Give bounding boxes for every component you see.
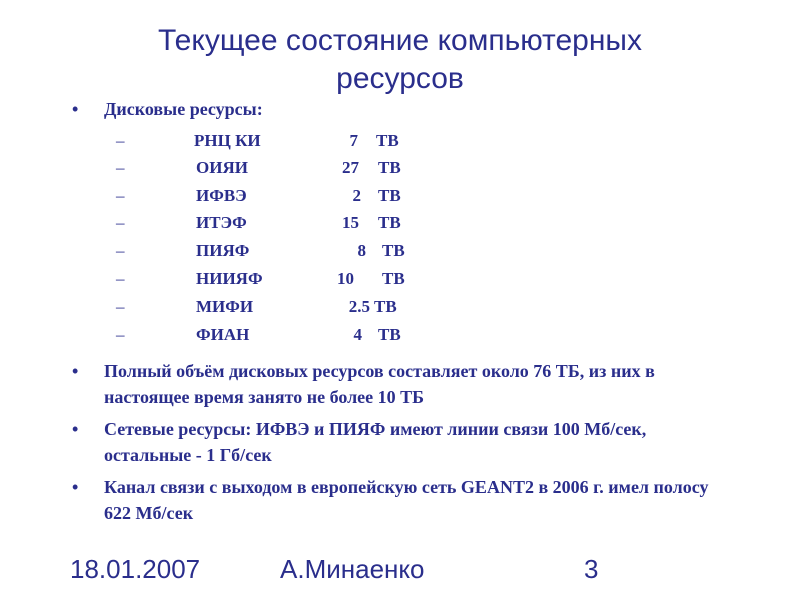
disk-unit: TB	[378, 325, 401, 344]
institute-name: ИТЭФ	[196, 213, 247, 232]
dash-marker: –	[116, 186, 125, 205]
disk-unit: TB	[378, 186, 401, 205]
dash-marker: –	[116, 241, 125, 260]
dash-marker: –	[116, 158, 125, 177]
slide-title-line2: ресурсов	[336, 62, 464, 95]
total-volume-text: • Полный объём дисковых ресурсов составляет около 76 ТБ, из них в настоящее время занято не более 10 ТБ	[104, 361, 655, 407]
disk-unit: TB	[378, 213, 401, 232]
disk-row	[116, 322, 516, 348]
total-volume-bullet	[76, 358, 736, 410]
dash-marker: –	[116, 269, 125, 288]
network-text: • Сетевые ресурсы: ИФВЭ и ПИЯФ имеют линии связи 100 Мб/сек, остальные - 1 Гб/сек	[104, 419, 647, 465]
disk-value: 27	[342, 158, 359, 177]
disk-value: 10	[337, 269, 354, 288]
footer-date: 18.01.2007	[70, 554, 201, 584]
disk-value: 2	[352, 186, 361, 205]
disk-unit: TB	[374, 297, 397, 316]
institute-name: ОИЯИ	[196, 158, 248, 177]
disk-unit: TB	[376, 131, 399, 150]
disk-value: 2.5	[348, 297, 370, 316]
disk-row	[116, 155, 516, 181]
institute-name: МИФИ	[196, 297, 254, 316]
disk-unit: TB	[382, 241, 405, 260]
slide-title-line1: Текущее состояние компьютерных	[158, 24, 642, 57]
disk-unit: TB	[378, 158, 401, 177]
dash-marker: –	[116, 297, 125, 316]
disk-row	[116, 210, 516, 236]
channel-bullet	[76, 474, 736, 526]
disk-resources-bullet	[76, 96, 736, 122]
institute-name: ФИАН	[196, 325, 250, 344]
disk-unit: TB	[382, 269, 405, 288]
institute-name: НИИЯФ	[196, 269, 263, 288]
disk-row	[116, 183, 516, 209]
network-bullet	[76, 416, 736, 468]
channel-text: • Канал связи с выходом в европейскую сеть GEANT2 в 2006 г. имел полосу 622 Мб/сек	[104, 477, 709, 523]
disk-resources-heading: • Дисковые ресурсы:	[104, 99, 263, 119]
institute-name: ПИЯФ	[196, 241, 250, 260]
disk-value: 7	[349, 131, 358, 150]
dash-marker: –	[116, 213, 125, 232]
dash-marker: –	[116, 131, 125, 150]
disk-row	[116, 238, 516, 264]
footer-author: А.Минаенко	[280, 554, 425, 584]
disk-row	[116, 128, 516, 154]
disk-value: 15	[342, 213, 359, 232]
dash-marker: –	[116, 325, 125, 344]
institute-name: ИФВЭ	[196, 186, 247, 205]
disk-row	[116, 266, 516, 292]
disk-row	[116, 294, 516, 320]
disk-value: 8	[357, 241, 366, 260]
footer-page-number: 3	[584, 554, 599, 584]
institute-name: РНЦ КИ	[194, 131, 261, 150]
disk-value: 4	[353, 325, 362, 344]
